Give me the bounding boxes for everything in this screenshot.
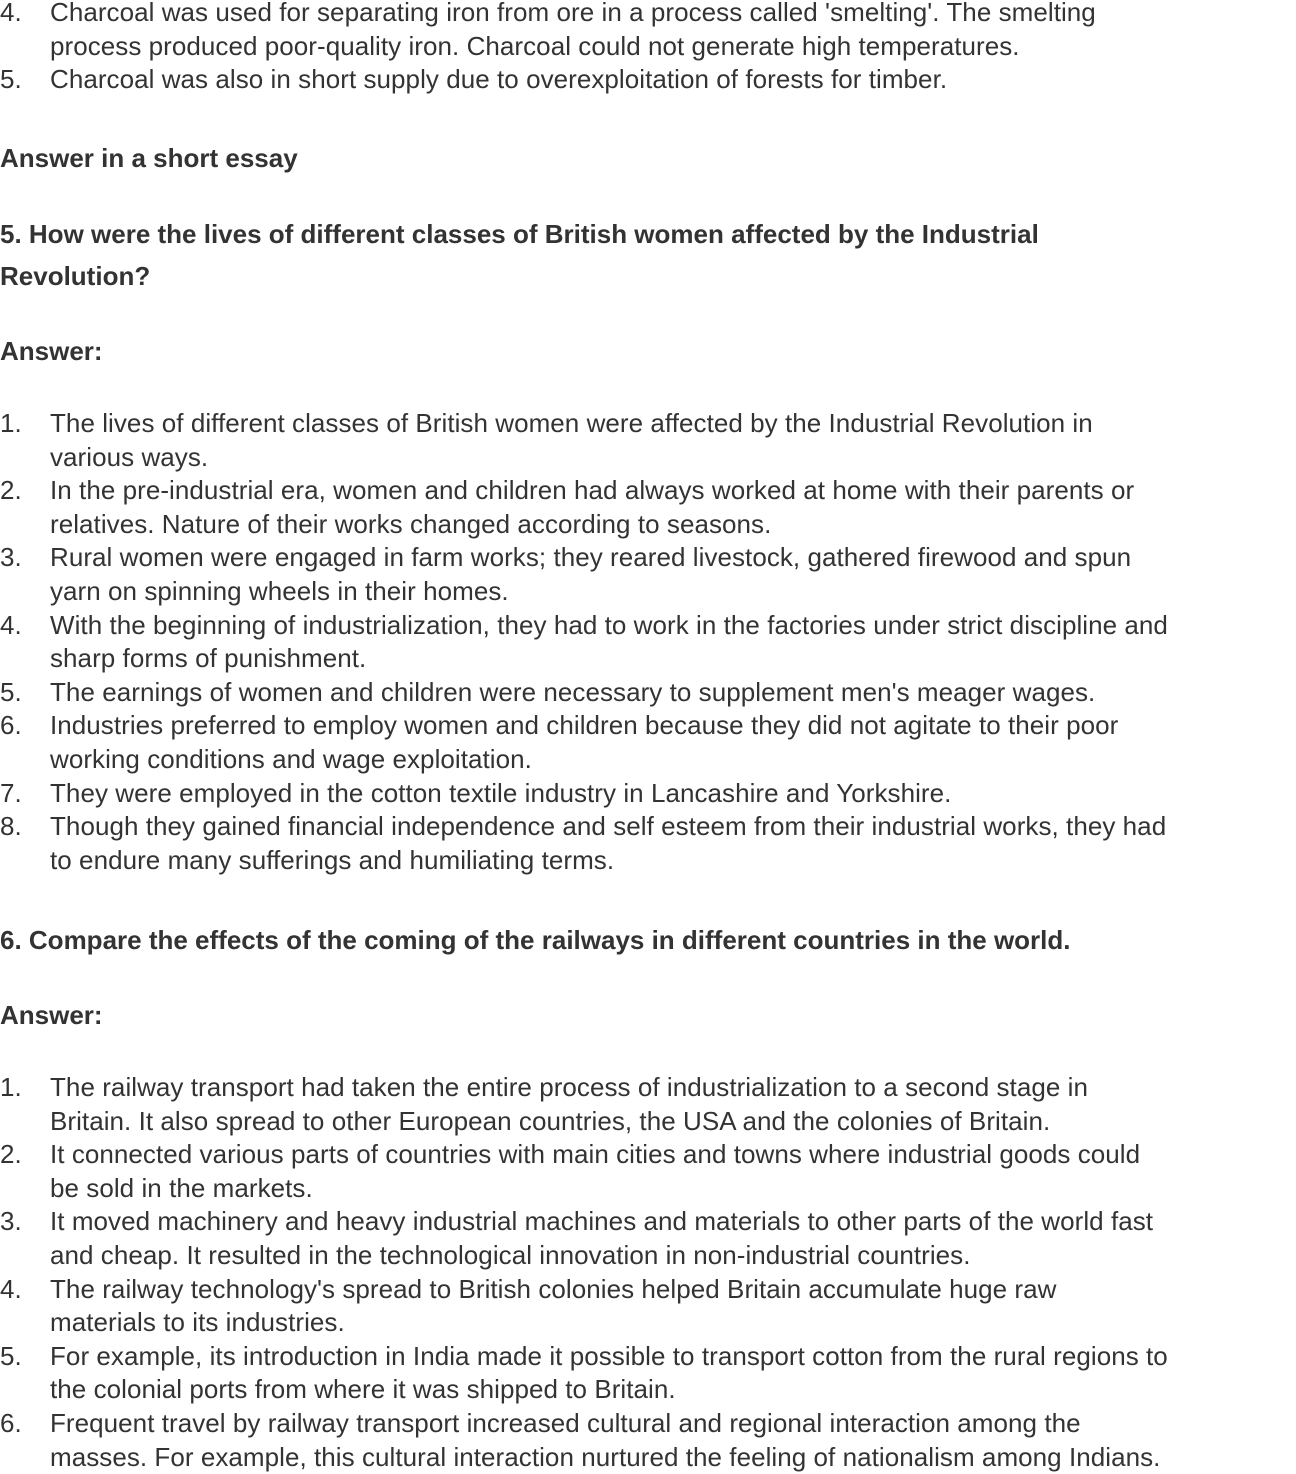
- list-item: [0, 407, 1296, 474]
- item-line: yarn on spinning wheels in their homes.: [50, 575, 509, 606]
- item-number: 4.: [0, 609, 22, 640]
- item-line: Charcoal was also in short supply due to overexploitation of forests for timber.: [50, 64, 948, 95]
- list-item: [0, 0, 1296, 63]
- answer-list-q6: [0, 1071, 1296, 1474]
- item-line: The railway transport had taken the entire process of industrialization to a second stage in: [50, 1072, 1088, 1102]
- item-line: Industries preferred to employ women and children because they did not agitate to their poor: [50, 710, 1119, 741]
- list-item: [0, 676, 1296, 710]
- question-line: 6. Compare the effects of the coming of the railways in different countries in the world.: [0, 925, 1071, 955]
- item-number: 4.: [0, 0, 22, 27]
- item-line: to endure many sufferings and humiliating terms.: [50, 844, 615, 875]
- list-item: [0, 810, 1296, 877]
- question-6: [0, 919, 1071, 961]
- list-item: [0, 1273, 1296, 1340]
- item-number: 5.: [0, 64, 22, 95]
- answer-list-q5: [0, 407, 1296, 877]
- item-line: sharp forms of punishment.: [50, 643, 367, 674]
- list-item: [0, 609, 1296, 676]
- item-line: The railway technology's spread to British colonies helped Britain accumulate huge raw: [50, 1273, 1057, 1304]
- item-line: The earnings of women and children were necessary to supplement men's meager wages.: [50, 676, 1096, 707]
- item-number: 6.: [0, 1407, 22, 1438]
- item-line: Britain. It also spread to other European countries, the USA and the colonies of Britain.: [50, 1105, 1051, 1136]
- item-line: materials to its industries.: [50, 1307, 345, 1338]
- list-item: [0, 1205, 1296, 1272]
- question-line: 5. How were the lives of different classes of British women affected by the Industrial: [0, 219, 1039, 249]
- item-line: For example, its introduction in India made it possible to transport cotton from the rural regions to: [50, 1340, 1168, 1371]
- item-number: 7.: [0, 777, 22, 808]
- list-item: [0, 777, 1296, 811]
- item-number: 1.: [0, 408, 22, 438]
- item-line: The lives of different classes of British women were affected by the Industrial Revolution in: [50, 408, 1093, 438]
- item-number: 6.: [0, 710, 22, 741]
- answer-label-q6: Answer:: [0, 1000, 103, 1030]
- item-number: 2.: [0, 475, 22, 506]
- item-number: 2.: [0, 1139, 22, 1170]
- question-5: [0, 213, 1039, 297]
- item-line: be sold in the markets.: [50, 1172, 313, 1203]
- list-item: [0, 1071, 1296, 1138]
- section-heading: Answer in a short essay: [0, 143, 298, 173]
- item-number: 3.: [0, 1206, 22, 1237]
- item-number: 1.: [0, 1072, 22, 1102]
- list-item: [0, 1340, 1296, 1407]
- list-item: [0, 1407, 1296, 1474]
- item-line: masses. For example, this cultural interaction nurtured the feeling of nationalism among Indians.: [50, 1441, 1161, 1472]
- top-list: [0, 0, 1296, 97]
- list-item: [0, 709, 1296, 776]
- item-line: various ways.: [50, 441, 209, 472]
- item-line: It moved machinery and heavy industrial machines and materials to other parts of the world fast: [50, 1206, 1154, 1237]
- item-line: Frequent travel by railway transport increased cultural and regional interaction among the: [50, 1407, 1081, 1438]
- list-item: [0, 541, 1296, 608]
- item-line: Rural women were engaged in farm works; they reared livestock, gathered firewood and spun: [50, 542, 1132, 573]
- list-item: [0, 63, 1296, 97]
- item-number: 5.: [0, 676, 22, 707]
- item-number: 4.: [0, 1273, 22, 1304]
- item-line: process produced poor-quality iron. Charcoal could not generate high temperatures.: [50, 30, 1020, 61]
- item-line: relatives. Nature of their works changed according to seasons.: [50, 508, 772, 539]
- item-line: Though they gained financial independence and self esteem from their industrial works, they had: [50, 811, 1167, 842]
- item-number: 3.: [0, 542, 22, 573]
- item-line: and cheap. It resulted in the technological innovation in non-industrial countries.: [50, 1239, 971, 1270]
- answer-label-q5: Answer:: [0, 336, 103, 366]
- item-line: Charcoal was used for separating iron from ore in a process called 'smelting'. The smelting: [50, 0, 1096, 27]
- item-line: the colonial ports from where it was shipped to Britain.: [50, 1374, 676, 1405]
- list-item: [0, 1138, 1296, 1205]
- item-line: working conditions and wage exploitation.: [50, 743, 532, 774]
- item-line: In the pre-industrial era, women and children had always worked at home with their parents or: [50, 475, 1135, 506]
- question-line: Revolution?: [0, 261, 151, 291]
- item-number: 8.: [0, 811, 22, 842]
- item-line: They were employed in the cotton textile industry in Lancashire and Yorkshire.: [50, 777, 952, 808]
- item-line: It connected various parts of countries with main cities and towns where industrial goods could: [50, 1139, 1141, 1170]
- item-number: 5.: [0, 1340, 22, 1371]
- list-item: [0, 474, 1296, 541]
- item-line: With the beginning of industrialization, they had to work in the factories under strict discipline and: [50, 609, 1168, 640]
